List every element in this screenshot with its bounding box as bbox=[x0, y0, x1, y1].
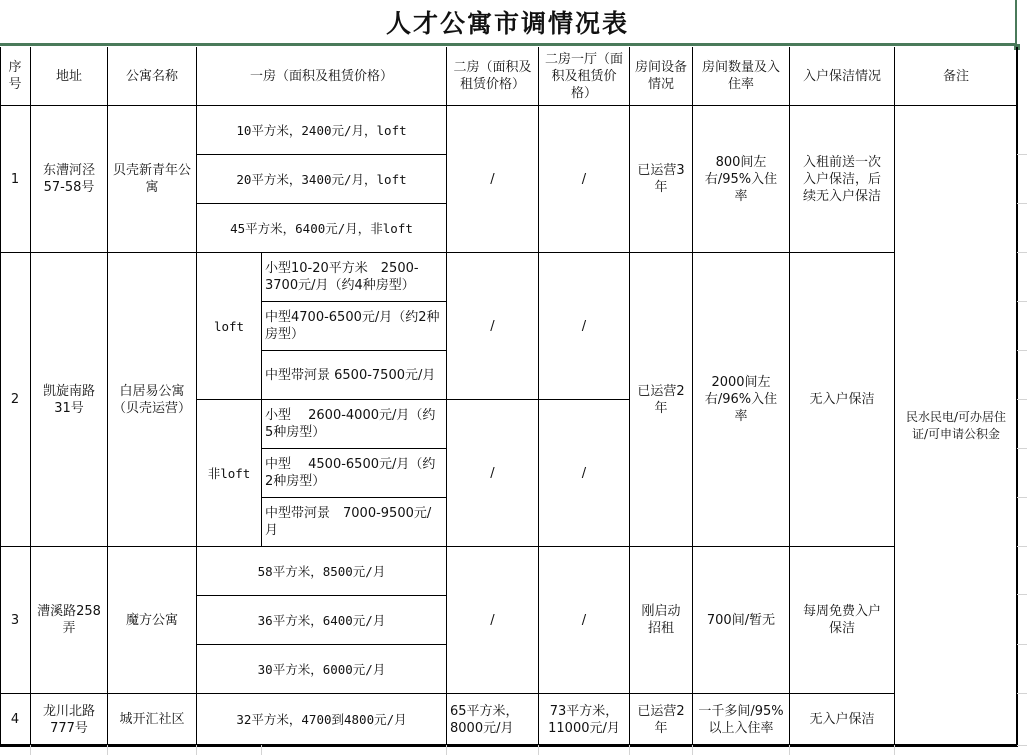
row4-two-room-value: 65平方米，8000元/月 bbox=[450, 703, 519, 736]
row3-name-value: 魔方公寓 bbox=[125, 612, 178, 628]
row2-name[interactable] bbox=[108, 253, 197, 547]
row1-one-room-1[interactable] bbox=[197, 106, 447, 155]
row1-count-rate-value: 800间左右/95%入住率 bbox=[704, 154, 778, 204]
row3-count-rate-value: 700间/暂无 bbox=[706, 612, 776, 628]
row3-two-room-hall-value: / bbox=[581, 612, 587, 628]
row3-address-value: 漕溪路258弄 bbox=[37, 604, 101, 636]
gridline bbox=[1017, 448, 1027, 449]
gridline bbox=[1017, 644, 1027, 645]
row2-two-room-loft[interactable] bbox=[447, 253, 539, 400]
header-two-room-hall-label: 二房一厅（面积及租赁价格） bbox=[545, 51, 624, 101]
row2-index-value: 2 bbox=[10, 392, 20, 407]
header-one-room-label: 一房（面积及租赁价格） bbox=[249, 68, 393, 84]
row2-nonloft-type[interactable] bbox=[197, 400, 262, 547]
row3-cleaning[interactable] bbox=[790, 547, 895, 694]
header-equipment-label: 房间设备情况 bbox=[634, 60, 687, 92]
row4-two-room[interactable] bbox=[447, 694, 539, 745]
row4-equipment-value: 已运营2年 bbox=[637, 703, 685, 736]
header-cleaning-label: 入户保洁情况 bbox=[802, 68, 881, 84]
row2-cleaning-value: 无入户保洁 bbox=[809, 392, 875, 407]
row1-one-room-3[interactable] bbox=[197, 204, 447, 253]
row1-two-room[interactable] bbox=[447, 106, 539, 253]
row3-one-room-2[interactable] bbox=[197, 596, 447, 645]
row3-one-room-3[interactable] bbox=[197, 645, 447, 694]
row3-equipment[interactable] bbox=[630, 547, 693, 694]
row2-nonloft-item-1-value: 小型 2600-4000元/月（约5种房型） bbox=[265, 408, 436, 440]
header-index-label: 序号 bbox=[8, 60, 22, 92]
row2-loft-type-value: loft bbox=[213, 318, 245, 334]
row4-name-value: 城开汇社区 bbox=[119, 712, 185, 727]
row1-one-room-3-value: 45平方米，6400元/月，非loft bbox=[230, 220, 413, 236]
row1-address-value: 东漕河泾57-58号 bbox=[42, 163, 95, 195]
title-cell[interactable] bbox=[0, 0, 1017, 46]
row1-two-room-hall-value: / bbox=[581, 171, 587, 187]
row3-index[interactable] bbox=[0, 547, 31, 694]
row1-name[interactable] bbox=[108, 106, 197, 253]
row2-cleaning[interactable] bbox=[790, 253, 895, 547]
gridline bbox=[107, 745, 108, 755]
row2-nonloft-item-3-value: 中型带河景 7000-9500元/月 bbox=[265, 506, 432, 538]
gridline bbox=[692, 745, 693, 755]
row2-two-room-hall-loft[interactable] bbox=[539, 253, 630, 400]
row2-equipment[interactable] bbox=[630, 253, 693, 547]
row2-count-rate[interactable] bbox=[693, 253, 790, 547]
row2-two-room-nonloft-value: / bbox=[490, 465, 495, 481]
gridline bbox=[1017, 350, 1027, 351]
row2-loft-item-3-value: 中型带河景 6500-7500元/月 bbox=[265, 367, 436, 383]
header-address-label: 地址 bbox=[55, 68, 82, 84]
row4-index[interactable] bbox=[0, 694, 31, 745]
gridline bbox=[1017, 693, 1027, 694]
row1-address[interactable] bbox=[31, 106, 108, 253]
gridline bbox=[1017, 745, 1027, 746]
header-two-room-label: 二房（面积及租赁价格） bbox=[453, 60, 532, 92]
page-title: 人才公寓市调情况表 bbox=[385, 8, 629, 38]
row3-one-room-1-value: 58平方米，8500元/月 bbox=[257, 563, 386, 579]
row1-one-room-2-value: 20平方米，3400元/月，loft bbox=[236, 171, 407, 187]
header-equipment[interactable] bbox=[630, 47, 693, 106]
row2-two-room-hall-nonloft-value: / bbox=[581, 465, 587, 481]
header-name[interactable] bbox=[108, 47, 197, 106]
row2-two-room-loft-value: / bbox=[490, 318, 495, 334]
row2-equipment-value: 已运营2年 bbox=[637, 383, 685, 416]
gridline bbox=[1017, 399, 1027, 400]
row2-two-room-hall-nonloft[interactable] bbox=[539, 400, 630, 547]
gridline bbox=[1017, 594, 1027, 595]
header-two-room[interactable] bbox=[447, 47, 539, 106]
row3-address[interactable] bbox=[31, 547, 108, 694]
gridline bbox=[196, 745, 197, 755]
row2-nonloft-type-value: 非loft bbox=[207, 465, 251, 481]
row4-count-rate-value: 一千多间/95%以上入住率 bbox=[698, 703, 784, 736]
row3-two-room[interactable] bbox=[447, 547, 539, 694]
row2-name-value: 白居易公寓（贝壳运营） bbox=[112, 383, 191, 416]
row4-equipment[interactable] bbox=[630, 694, 693, 745]
row3-one-room-3-value: 30平方米，6000元/月 bbox=[257, 661, 386, 677]
row2-two-room-hall-loft-value: / bbox=[581, 318, 587, 334]
header-count-rate-label: 房间数量及入住率 bbox=[701, 60, 780, 92]
row4-name[interactable] bbox=[108, 694, 197, 745]
row3-equipment-value: 刚启动招租 bbox=[641, 604, 681, 636]
row3-cleaning-value: 每周免费入户保洁 bbox=[802, 604, 881, 636]
table-border-right bbox=[1016, 47, 1018, 747]
row3-two-room-value: / bbox=[490, 612, 495, 628]
row4-count-rate[interactable] bbox=[693, 694, 790, 745]
row4-one-room[interactable] bbox=[197, 694, 447, 745]
row3-one-room-2-value: 36平方米，6400元/月 bbox=[257, 612, 386, 628]
gridline bbox=[894, 745, 895, 755]
row3-two-room-hall[interactable] bbox=[539, 547, 630, 694]
row2-nonloft-item-3[interactable] bbox=[262, 498, 447, 547]
gridline bbox=[1017, 546, 1027, 547]
row1-count-rate[interactable] bbox=[693, 106, 790, 253]
gridline bbox=[261, 745, 262, 755]
row3-index-value: 3 bbox=[10, 612, 20, 628]
row4-cleaning[interactable] bbox=[790, 694, 895, 745]
row2-index[interactable] bbox=[0, 253, 31, 547]
gridline bbox=[30, 745, 31, 755]
row1-equipment[interactable] bbox=[630, 106, 693, 253]
row2-loft-item-1[interactable] bbox=[262, 253, 447, 302]
row4-address-value: 龙川北路777号 bbox=[42, 703, 95, 736]
row3-one-room-1[interactable] bbox=[197, 547, 447, 596]
gridline bbox=[1017, 203, 1027, 204]
remarks-value: 民水民电/可办居住证/可申请公积金 bbox=[905, 409, 1007, 441]
row1-one-room-1-value: 10平方米，2400元/月，loft bbox=[236, 122, 407, 138]
gridline bbox=[1017, 154, 1027, 155]
row2-loft-item-2-value: 中型4700-6500元/月（约2种房型） bbox=[265, 310, 440, 342]
row3-name[interactable] bbox=[108, 547, 197, 694]
gridline bbox=[1017, 252, 1027, 253]
gridline bbox=[1017, 301, 1027, 302]
row4-one-room-value: 32平方米，4700到4800元/月 bbox=[236, 712, 407, 727]
gridline bbox=[538, 745, 539, 755]
row4-two-room-hall-value: 73平方米，11000元/月 bbox=[548, 703, 620, 736]
table-border-bottom bbox=[0, 744, 1018, 747]
row2-count-rate-value: 2000间左右/96%入住率 bbox=[704, 375, 778, 424]
row2-loft-type[interactable] bbox=[197, 253, 262, 400]
row2-address[interactable] bbox=[31, 253, 108, 547]
row1-one-room-2[interactable] bbox=[197, 155, 447, 204]
gridline bbox=[789, 745, 790, 755]
row2-loft-item-1-value: 小型10-20平方米 2500-3700元/月（约4种房型） bbox=[265, 261, 419, 293]
row4-address[interactable] bbox=[31, 694, 108, 745]
row4-cleaning-value: 无入户保洁 bbox=[809, 712, 875, 727]
gridline bbox=[446, 745, 447, 755]
row1-name-value: 贝壳新青年公寓 bbox=[112, 163, 191, 195]
row1-index-value: 1 bbox=[10, 171, 20, 187]
row1-equipment-value: 已运营3年 bbox=[637, 163, 685, 195]
row2-nonloft-item-2[interactable] bbox=[262, 449, 447, 498]
gridline bbox=[1017, 497, 1027, 498]
row2-nonloft-item-2-value: 中型 4500-6500元/月（约2种房型） bbox=[265, 457, 436, 489]
row1-cleaning-value: 入租前送一次入户保洁，后续无入户保洁 bbox=[802, 154, 881, 204]
remarks-cell[interactable] bbox=[895, 106, 1017, 745]
row1-cleaning[interactable] bbox=[790, 106, 895, 253]
header-one-room[interactable] bbox=[197, 47, 447, 106]
header-address[interactable] bbox=[31, 47, 108, 106]
header-remarks-label: 备注 bbox=[942, 68, 969, 84]
row4-two-room-hall[interactable] bbox=[539, 694, 630, 745]
row1-two-room-value: / bbox=[490, 171, 495, 187]
row2-loft-item-3[interactable] bbox=[262, 351, 447, 400]
row2-two-room-nonloft[interactable] bbox=[447, 400, 539, 547]
header-cleaning[interactable] bbox=[790, 47, 895, 106]
header-count-rate[interactable] bbox=[693, 47, 790, 106]
row2-loft-item-2[interactable] bbox=[262, 302, 447, 351]
header-remarks[interactable] bbox=[895, 47, 1017, 106]
row2-nonloft-item-1[interactable] bbox=[262, 400, 447, 449]
header-name-label: 公寓名称 bbox=[125, 68, 178, 84]
header-index[interactable] bbox=[0, 47, 31, 106]
row1-two-room-hall[interactable] bbox=[539, 106, 630, 253]
row1-index[interactable] bbox=[0, 106, 31, 253]
row4-index-value: 4 bbox=[10, 712, 20, 727]
header-two-room-hall[interactable] bbox=[539, 47, 630, 106]
gridline bbox=[629, 745, 630, 755]
row3-count-rate[interactable] bbox=[693, 547, 790, 694]
row2-address-value: 凯旋南路31号 bbox=[42, 383, 95, 416]
